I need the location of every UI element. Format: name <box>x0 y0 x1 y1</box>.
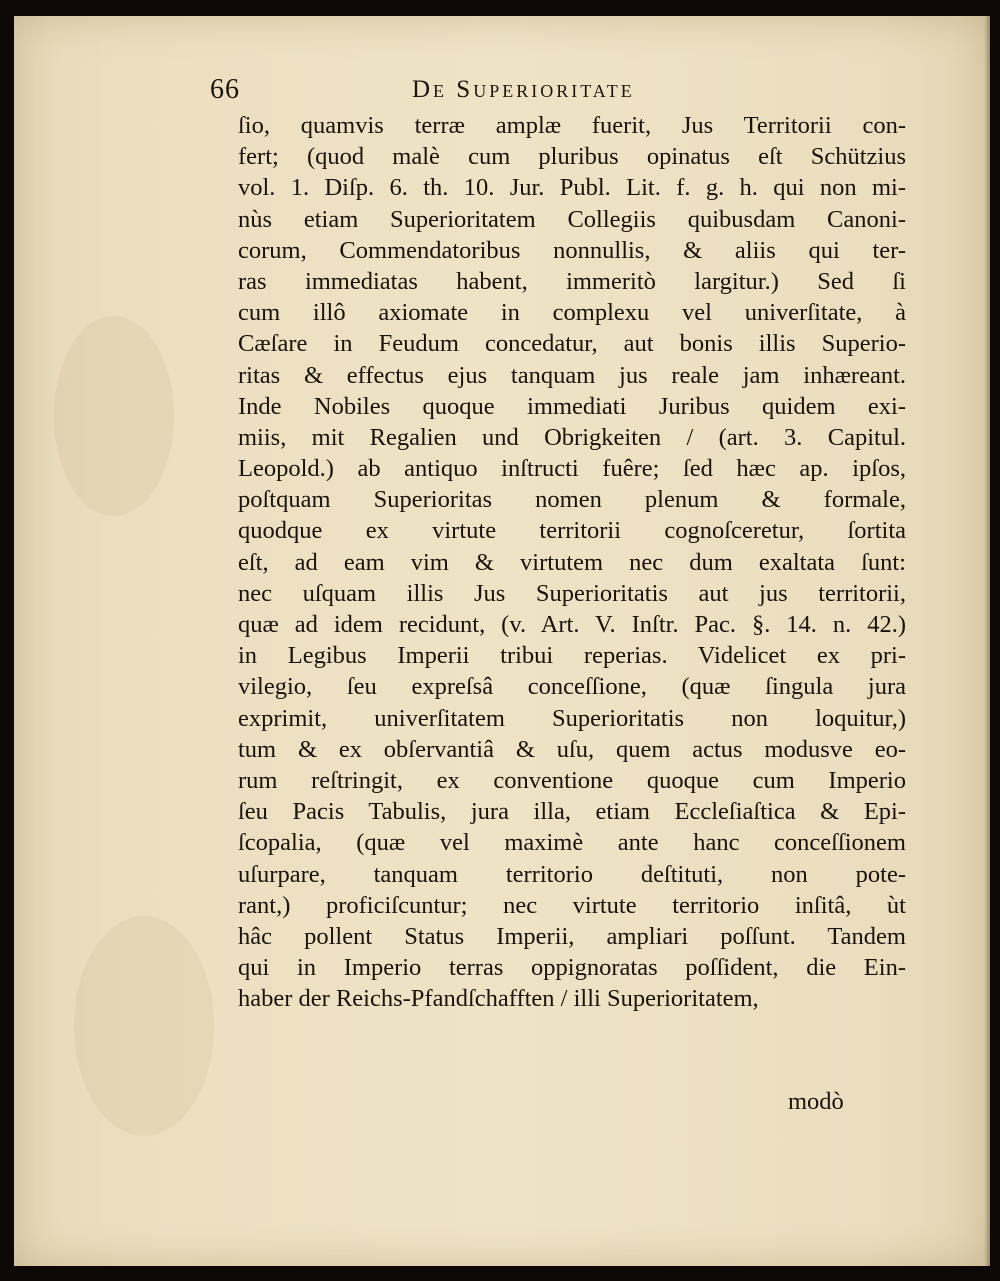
text-line: vilegio, ſeu expreſsâ conceſſione, (quæ ſingula jura <box>238 673 906 701</box>
text-line: nec uſquam illis Jus Superioritatis aut jus territorii, <box>238 579 906 607</box>
text-line: hâc pollent Status Imperii, ampliari poſſunt. Tandem <box>238 922 906 950</box>
text-line: eſt, ad eam vim & virtutem nec dum exaltata ſunt: <box>238 548 906 576</box>
paper-stain <box>54 316 174 516</box>
text-line: in Legibus Imperii tribui reperias. Videlicet ex pri- <box>238 642 906 670</box>
text-line: vol. 1. Diſp. 6. th. 10. Jur. Publ. Lit. f. g. h. qui non mi- <box>238 174 906 202</box>
paper-stain <box>74 916 214 1136</box>
text-line: qui in Imperio terras oppignoratas poſſident, die Ein- <box>238 954 906 982</box>
text-line: rum reſtringit, ex conventione quoque cum Imperio <box>238 766 906 794</box>
running-head: De Superioritate <box>412 76 635 103</box>
text-line: miis, mit Regalien und Obrigkeiten / (art. 3. Capitul. <box>238 423 906 451</box>
text-line: haber der Reichs-Pfandſchafften / illi Superioritatem, <box>238 985 759 1013</box>
text-line: poſtquam Superioritas nomen plenum & formale, <box>238 486 906 514</box>
text-line: ras immediatas habent, immeritò largitur.) Sed ſi <box>238 267 906 295</box>
text-line: nùs etiam Superioritatem Collegiis quibusdam Canoni- <box>238 205 906 233</box>
text-line: quodque ex virtute territorii cognoſceretur, ſortita <box>238 517 906 545</box>
text-line: quæ ad idem recidunt, (v. Art. V. Inſtr. Pac. §. 14. n. 42.) <box>238 611 906 638</box>
text-line: ritas & effectus ejus tanquam jus reale jam inhæreant. <box>238 361 906 389</box>
text-line: tum & ex obſervantiâ & uſu, quem actus modusve eo- <box>238 735 906 763</box>
page-number: 66 <box>210 74 240 105</box>
text-line: fert; (quod malè cum pluribus opinatus eſt Schützius <box>238 143 906 171</box>
text-line: exprimit, univerſitatem Superioritatis non loquitur,) <box>238 704 906 732</box>
text-line: Inde Nobiles quoque immediati Juribus quidem exi- <box>238 392 906 420</box>
text-line: Cæſare in Feudum concedatur, aut bonis illis Superio- <box>238 330 906 358</box>
body-text <box>238 110 906 1014</box>
text-line: cum illô axiomate in complexu vel univerſitate, à <box>238 299 906 327</box>
text-line: ſio, quamvis terræ amplæ fuerit, Jus Territorii con- <box>238 112 906 139</box>
text-line: ſeu Pacis Tabulis, jura illa, etiam Eccleſiaſtica & Epi- <box>238 798 906 826</box>
page-edge-shadow <box>984 16 990 1266</box>
text-line: corum, Commendatoribus nonnullis, & aliis qui ter- <box>238 236 906 264</box>
text-line: ſcopalia, (quæ vel maximè ante hanc conceſſionem <box>238 829 906 857</box>
catchword: modò <box>788 1088 844 1115</box>
text-line: uſurpare, tanquam territorio deſtituti, non pote- <box>238 860 906 888</box>
text-line: Leopold.) ab antiquo inſtructi fuêre; ſed hæc ap. ipſos, <box>238 455 906 483</box>
text-line: rant,) proficiſcuntur; nec virtute territorio inſitâ, ùt <box>238 891 906 919</box>
